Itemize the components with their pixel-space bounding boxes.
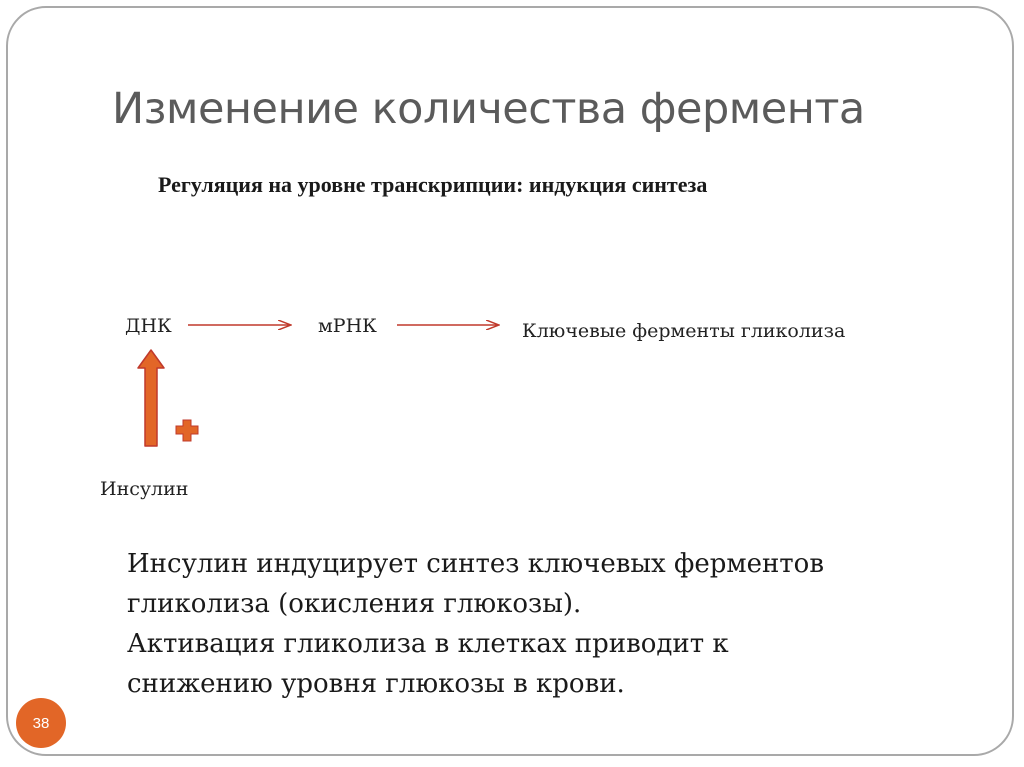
enzymes-label: Ключевые ферменты гликолиза [522, 320, 846, 342]
insulin-label: Инсулин [100, 478, 189, 500]
slide-subtitle: Регуляция на уровне транскрипции: индукция синтеза [158, 172, 708, 197]
slide-title: Изменение количества фермента [112, 84, 865, 134]
body-line: гликолиза (окисления глюкозы). [127, 589, 582, 619]
mrna-label: мРНК [318, 315, 377, 337]
body-text [127, 544, 987, 704]
body-line: Инсулин индуцирует синтез ключевых ферментов [127, 549, 824, 579]
body-line: снижению уровня глюкозы в крови. [127, 669, 625, 699]
body-line: Активация гликолиза в клетках приводит к [127, 629, 729, 659]
page-number-badge: 38 [16, 698, 66, 748]
dna-label: ДНК [125, 315, 172, 337]
